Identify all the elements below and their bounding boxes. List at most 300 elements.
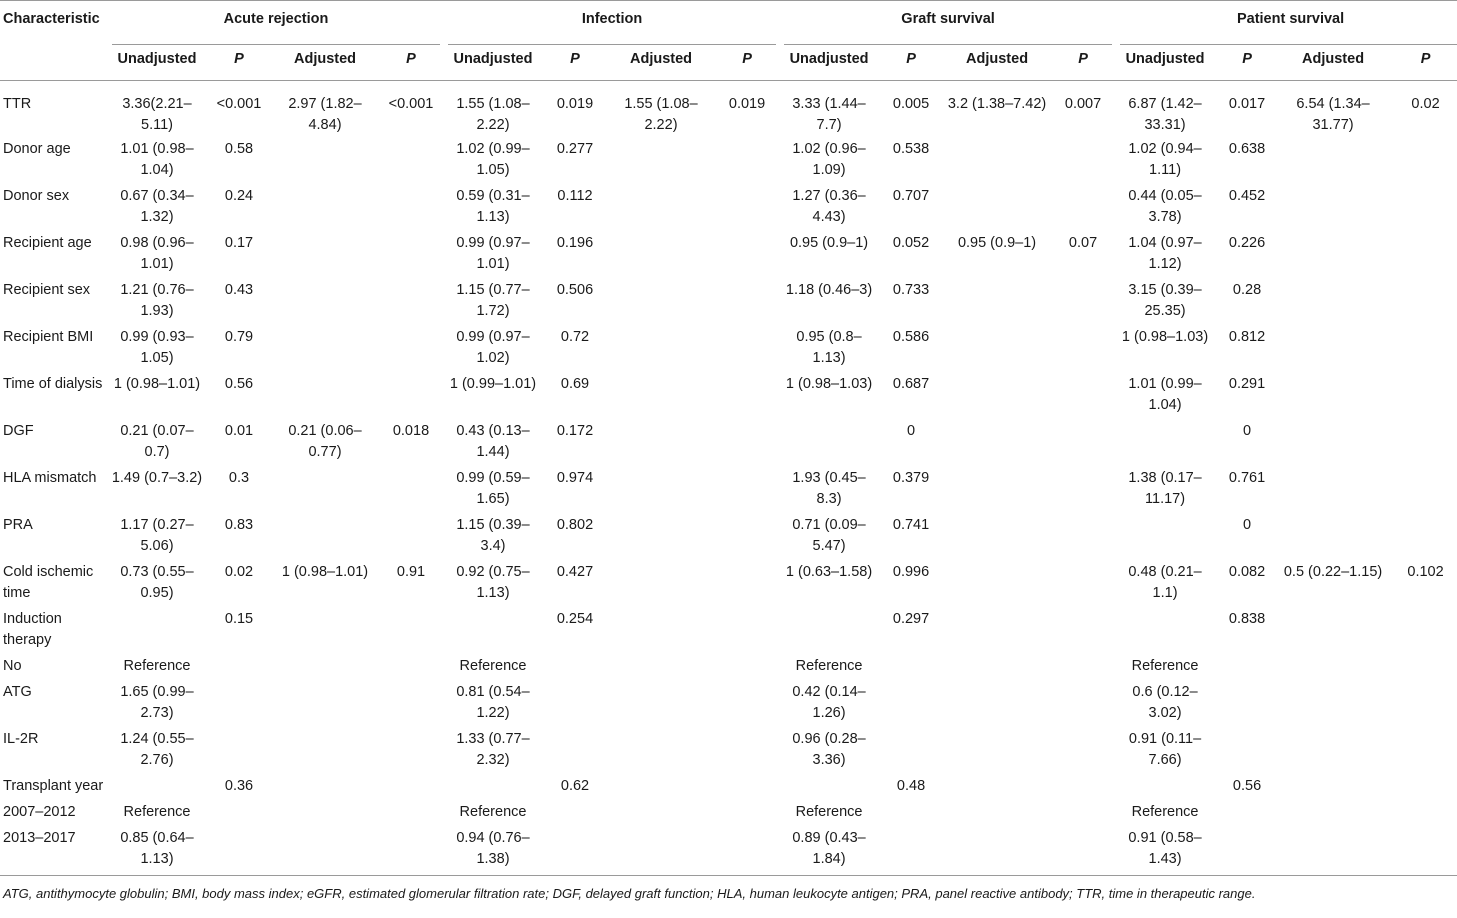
estimate-cell: 0.48 (0.21–1.1) (1128, 564, 1202, 601)
p-value-cell: 0.838 (1228, 611, 1266, 627)
p-value-cell: 0 (1243, 423, 1252, 439)
estimate-cell (1280, 828, 1386, 876)
estimate-cell: 3.2 (1.38–7.42) (947, 96, 1047, 112)
table-row (0, 468, 1457, 515)
p-value-cell: 0.172 (556, 423, 594, 439)
p-value-cell: 0.017 (1228, 96, 1266, 112)
estimate-cell: 1.55 (1.08–2.22) (456, 96, 530, 133)
p-value-cell: 0.297 (892, 611, 930, 627)
p-value-cell (878, 729, 944, 776)
p-value-cell: 0 (1243, 517, 1252, 533)
estimate-cell: 0.85 (0.64–1.13) (120, 830, 194, 867)
p-value-cell: 0.005 (892, 96, 930, 112)
p-value-cell: 0.91 (396, 564, 426, 580)
p-value-cell (878, 828, 944, 876)
p-value-cell (714, 682, 780, 729)
p-value-cell: 0.56 (1232, 778, 1262, 794)
p-value-cell: 0.28 (1232, 282, 1262, 298)
p-value-cell: 0.019 (728, 96, 766, 112)
p-value-cell (1050, 468, 1116, 515)
estimate-cell: Reference (795, 804, 863, 820)
estimate-cell (944, 802, 1050, 828)
estimate-cell: 1.49 (0.7–3.2) (111, 470, 203, 486)
p-value-cell: 0.15 (224, 611, 254, 627)
row-label: Donor sex (3, 188, 70, 204)
estimate-cell (272, 327, 378, 374)
estimate-cell (1280, 609, 1386, 656)
estimate-cell (608, 421, 714, 468)
estimate-cell: 0.81 (0.54–1.22) (456, 684, 530, 721)
row-label: TTR (3, 96, 32, 112)
p-value-cell: 0.36 (224, 778, 254, 794)
estimate-cell: 0.99 (0.93–1.05) (120, 329, 194, 366)
estimate-cell (1280, 374, 1386, 421)
p-value-cell (206, 729, 272, 776)
estimate-cell: 1.93 (0.45–8.3) (792, 470, 866, 507)
estimate-cell (272, 374, 378, 421)
p-header: P (1420, 50, 1431, 67)
p-value-cell (1386, 656, 1457, 682)
p-value-cell (1214, 729, 1280, 776)
estimate-cell (944, 776, 1050, 802)
table-row (0, 729, 1457, 776)
p-value-cell: 0.07 (1068, 235, 1098, 251)
estimate-cell (780, 609, 878, 656)
estimate-cell: 0.94 (0.76–1.38) (456, 830, 530, 867)
estimate-cell (272, 828, 378, 876)
p-value-cell (542, 802, 608, 828)
row-label: Cold ischemic time (3, 564, 94, 601)
characteristic-header: Characteristic (3, 11, 100, 27)
p-value-cell (378, 186, 444, 233)
estimate-cell (444, 776, 542, 802)
p-value-cell (1386, 327, 1457, 374)
estimate-cell (272, 280, 378, 327)
table-row (0, 327, 1457, 374)
estimate-cell (1280, 515, 1386, 562)
estimate-cell (272, 682, 378, 729)
estimate-cell: 1.01 (0.99–1.04) (1128, 376, 1202, 413)
table-row (0, 802, 1457, 828)
p-value-cell (1386, 802, 1457, 828)
row-label: Recipient sex (3, 282, 91, 298)
p-value-cell (206, 682, 272, 729)
p-value-cell (714, 374, 780, 421)
p-value-cell (1050, 374, 1116, 421)
estimate-cell: 0.91 (0.58–1.43) (1128, 830, 1202, 867)
estimate-cell (272, 186, 378, 233)
row-label: ATG (3, 684, 32, 700)
estimate-cell (608, 776, 714, 802)
p-value-cell (206, 828, 272, 876)
p-value-cell (378, 233, 444, 280)
estimate-cell: 1.21 (0.76–1.93) (120, 282, 194, 319)
p-value-cell (1386, 729, 1457, 776)
estimate-cell (1280, 656, 1386, 682)
p-value-cell: 0.02 (1411, 96, 1440, 112)
group-header-infection: Infection (444, 1, 780, 38)
table-body (0, 81, 1457, 876)
estimate-cell: 1.65 (0.99–2.73) (120, 684, 194, 721)
p-value-cell (714, 468, 780, 515)
p-value-cell (878, 802, 944, 828)
row-label: No (3, 658, 22, 674)
estimate-cell (1116, 421, 1214, 468)
table-row (0, 233, 1457, 280)
estimate-cell (608, 656, 714, 682)
p-value-cell: 0.56 (224, 376, 254, 392)
estimate-cell: 1.55 (1.08–2.22) (624, 96, 698, 133)
p-value-cell (378, 682, 444, 729)
adjusted-header: Adjusted (293, 50, 357, 67)
p-value-cell: 0.43 (224, 282, 254, 298)
p-value-cell (542, 656, 608, 682)
p-value-cell (1050, 609, 1116, 656)
p-value-cell (378, 776, 444, 802)
p-value-cell (714, 656, 780, 682)
estimate-cell: 1 (0.63–1.58) (785, 564, 873, 580)
estimate-cell (1280, 682, 1386, 729)
row-label: 2007–2012 (3, 804, 76, 820)
estimate-cell (944, 515, 1050, 562)
estimate-cell (608, 374, 714, 421)
unadjusted-header: Unadjusted (453, 50, 533, 67)
row-label: Recipient age (3, 235, 92, 251)
unadjusted-header: Unadjusted (789, 50, 869, 67)
p-value-cell (542, 729, 608, 776)
p-value-cell: 0.226 (1228, 235, 1266, 251)
estimate-cell: 1.33 (0.77–2.32) (456, 731, 530, 768)
p-value-cell: 0.707 (892, 188, 930, 204)
p-value-cell (378, 468, 444, 515)
p-value-cell: 0.974 (556, 470, 594, 486)
p-value-cell: 0.427 (556, 564, 594, 580)
estimate-cell (272, 776, 378, 802)
table-row (0, 374, 1457, 421)
estimate-cell (608, 828, 714, 876)
p-value-cell (714, 515, 780, 562)
row-label: 2013–2017 (3, 830, 76, 846)
p-value-cell (378, 139, 444, 186)
estimate-cell (608, 233, 714, 280)
estimate-cell (608, 609, 714, 656)
estimate-cell: 1.38 (0.17–11.17) (1128, 470, 1202, 507)
estimate-cell (1280, 327, 1386, 374)
estimate-cell (272, 139, 378, 186)
p-header: P (234, 50, 244, 67)
estimate-cell: 1.02 (0.94–1.11) (1128, 141, 1202, 178)
estimate-cell (108, 609, 206, 656)
table-row (0, 186, 1457, 233)
p-value-cell (378, 327, 444, 374)
estimate-cell (944, 421, 1050, 468)
p-value-cell (1050, 776, 1116, 802)
p-value-cell (1386, 828, 1457, 876)
p-header: P (1078, 50, 1088, 67)
estimate-cell (608, 682, 714, 729)
estimate-cell: 0.96 (0.28–3.36) (792, 731, 866, 768)
p-value-cell (714, 609, 780, 656)
p-value-cell (1214, 828, 1280, 876)
estimate-cell: 1.04 (0.97–1.12) (1128, 235, 1202, 272)
estimate-cell: 1.15 (0.77–1.72) (456, 282, 530, 319)
estimate-cell: 0.59 (0.31–1.13) (456, 188, 530, 225)
estimate-cell: 1.01 (0.98–1.04) (120, 141, 194, 178)
p-value-cell: 0.007 (1064, 96, 1102, 112)
p-value-cell: 0.79 (224, 329, 254, 345)
estimate-cell: 1.24 (0.55–2.76) (120, 731, 194, 768)
estimate-cell (1280, 233, 1386, 280)
p-value-cell (1214, 656, 1280, 682)
estimate-cell: Reference (1131, 658, 1199, 674)
estimate-cell (944, 186, 1050, 233)
p-value-cell (378, 374, 444, 421)
p-value-cell (1050, 139, 1116, 186)
p-value-cell: 0.741 (892, 517, 930, 533)
estimate-cell: 0.99 (0.59–1.65) (456, 470, 530, 507)
estimate-cell: 1.02 (0.96–1.09) (792, 141, 866, 178)
estimate-cell (608, 562, 714, 609)
estimate-cell: 0.99 (0.97–1.01) (456, 235, 530, 272)
p-value-cell (1050, 562, 1116, 609)
p-value-cell: 0.24 (224, 188, 254, 204)
estimate-cell (272, 515, 378, 562)
estimate-cell: 1 (0.98–1.03) (1121, 329, 1209, 345)
table-row (0, 656, 1457, 682)
p-value-cell (378, 280, 444, 327)
p-value-cell (878, 656, 944, 682)
p-value-cell (1386, 139, 1457, 186)
p-value-cell (378, 609, 444, 656)
p-value-cell (714, 186, 780, 233)
p-value-cell (714, 729, 780, 776)
p-value-cell (542, 828, 608, 876)
estimate-cell (944, 139, 1050, 186)
p-value-cell (1386, 233, 1457, 280)
estimate-cell (108, 776, 206, 802)
p-value-cell (378, 656, 444, 682)
p-value-cell: 0.17 (224, 235, 254, 251)
p-value-cell (1050, 828, 1116, 876)
estimate-cell: 0.6 (0.12–3.02) (1132, 684, 1198, 721)
row-label: Induction therapy (3, 611, 62, 648)
p-value-cell (1386, 421, 1457, 468)
p-value-cell: 0.019 (556, 96, 594, 112)
p-value-cell: 0.254 (556, 611, 594, 627)
p-value-cell (714, 828, 780, 876)
estimate-cell: 0.89 (0.43–1.84) (792, 830, 866, 867)
footnote-row (0, 876, 1457, 902)
group-header-patient-survival: Patient survival (1116, 1, 1457, 38)
table-row (0, 776, 1457, 802)
estimate-cell (1280, 280, 1386, 327)
p-value-cell: 0.082 (1228, 564, 1266, 580)
p-value-cell: 0.687 (892, 376, 930, 392)
estimate-cell (944, 656, 1050, 682)
p-value-cell: 0.58 (224, 141, 254, 157)
p-value-cell: 0.3 (228, 470, 250, 486)
estimate-cell: 3.33 (1.44–7.7) (792, 96, 866, 133)
p-value-cell: 0.452 (1228, 188, 1266, 204)
p-value-cell: 0.102 (1407, 564, 1444, 580)
row-label: Time of dialysis (3, 376, 103, 392)
estimate-cell: 0.98 (0.96–1.01) (120, 235, 194, 272)
p-value-cell: 0.69 (560, 376, 590, 392)
p-value-cell (714, 776, 780, 802)
p-value-cell (206, 656, 272, 682)
estimate-cell (608, 515, 714, 562)
estimate-cell: 0.91 (0.11–7.66) (1128, 731, 1202, 768)
estimate-cell: Reference (123, 804, 191, 820)
estimate-cell: 0.92 (0.75–1.13) (456, 564, 530, 601)
p-value-cell: 0.638 (1228, 141, 1266, 157)
estimate-cell (944, 468, 1050, 515)
p-header: P (406, 50, 416, 67)
estimate-cell: 0.73 (0.55–0.95) (120, 564, 194, 601)
p-value-cell (1214, 682, 1280, 729)
estimate-cell: 0.95 (0.8–1.13) (796, 329, 862, 366)
estimate-cell (272, 468, 378, 515)
p-header: P (742, 50, 752, 67)
table-row (0, 562, 1457, 609)
estimate-cell (1280, 802, 1386, 828)
p-value-cell (714, 280, 780, 327)
p-value-cell (1050, 327, 1116, 374)
row-label: Recipient BMI (3, 329, 94, 345)
unadjusted-header: Unadjusted (1125, 50, 1205, 67)
p-value-cell: 0.02 (224, 564, 254, 580)
p-value-cell (206, 802, 272, 828)
table-row (0, 515, 1457, 562)
table-row (0, 609, 1457, 656)
table-row (0, 682, 1457, 729)
estimate-cell: Reference (459, 658, 527, 674)
estimate-cell: 0.99 (0.97–1.02) (456, 329, 530, 366)
p-value-cell: 0.112 (557, 188, 593, 204)
table-row (0, 280, 1457, 327)
p-value-cell (1386, 468, 1457, 515)
estimate-cell: 1.02 (0.99–1.05) (456, 141, 530, 178)
estimate-cell (780, 421, 878, 468)
estimate-cell (944, 609, 1050, 656)
estimate-cell (608, 468, 714, 515)
table-row (0, 139, 1457, 186)
p-value-cell (714, 327, 780, 374)
p-value-cell (378, 828, 444, 876)
estimate-cell (944, 682, 1050, 729)
p-value-cell (714, 562, 780, 609)
estimate-cell: 0.5 (0.22–1.15) (1283, 564, 1383, 580)
p-value-cell (1050, 656, 1116, 682)
group-header-acute-rejection: Acute rejection (108, 1, 444, 38)
p-value-cell: 0.291 (1228, 376, 1266, 392)
p-value-cell (542, 682, 608, 729)
p-value-cell: 0.586 (892, 329, 930, 345)
estimate-cell (608, 802, 714, 828)
adjusted-header: Adjusted (629, 50, 693, 67)
estimate-cell (608, 729, 714, 776)
estimate-cell (272, 656, 378, 682)
table-row (0, 421, 1457, 468)
p-value-cell: <0.001 (388, 96, 434, 112)
estimate-cell: 0.95 (0.9–1) (789, 235, 869, 251)
estimate-cell: 1.15 (0.39–3.4) (456, 517, 530, 554)
p-value-cell (878, 682, 944, 729)
p-value-cell (1050, 421, 1116, 468)
estimate-cell (272, 729, 378, 776)
p-value-cell (714, 802, 780, 828)
adjusted-header: Adjusted (966, 50, 1029, 67)
estimate-cell: 2.97 (1.82–4.84) (288, 96, 362, 133)
p-value-cell: 0 (907, 423, 916, 439)
estimate-cell (944, 562, 1050, 609)
p-header: P (906, 50, 916, 67)
estimate-cell (944, 327, 1050, 374)
group-header-row (0, 1, 1457, 38)
p-value-cell: 0.538 (892, 141, 930, 157)
p-value-cell (1214, 802, 1280, 828)
estimate-cell (944, 374, 1050, 421)
p-value-cell (1386, 374, 1457, 421)
estimate-cell (444, 609, 542, 656)
p-value-cell: <0.001 (216, 96, 262, 112)
p-value-cell (1050, 802, 1116, 828)
row-label: Donor age (3, 141, 71, 157)
p-value-cell (378, 515, 444, 562)
p-value-cell: 0.506 (556, 282, 594, 298)
p-value-cell: 0.72 (560, 329, 590, 345)
p-value-cell (1386, 515, 1457, 562)
p-value-cell (1386, 776, 1457, 802)
estimate-cell (1280, 421, 1386, 468)
p-value-cell (1050, 515, 1116, 562)
p-value-cell: 0.196 (556, 235, 594, 251)
estimate-cell: 0.21 (0.07–0.7) (120, 423, 194, 460)
p-value-cell: 0.48 (896, 778, 926, 794)
estimate-cell: 0.44 (0.05–3.78) (1128, 188, 1202, 225)
table-row (0, 828, 1457, 876)
estimate-cell (1280, 139, 1386, 186)
p-value-cell (378, 729, 444, 776)
estimate-cell: 6.87 (1.42–33.31) (1128, 96, 1202, 133)
p-value-cell: 0.379 (892, 470, 930, 486)
p-value-cell: 0.802 (556, 517, 594, 533)
row-label: IL-2R (3, 731, 39, 747)
p-value-cell (1386, 186, 1457, 233)
estimate-cell: 0.95 (0.9–1) (957, 235, 1037, 251)
estimate-cell (1116, 609, 1214, 656)
estimate-cell (272, 802, 378, 828)
estimate-cell (1280, 729, 1386, 776)
estimate-cell: Reference (459, 804, 527, 820)
group-header-graft-survival: Graft survival (780, 1, 1116, 38)
estimate-cell (272, 233, 378, 280)
estimate-cell: 3.36(2.21–5.11) (122, 96, 192, 133)
adjusted-header: Adjusted (1302, 50, 1365, 67)
estimate-cell (1280, 186, 1386, 233)
p-value-cell (378, 802, 444, 828)
estimate-cell: 1.27 (0.36–4.43) (792, 188, 866, 225)
estimate-cell: Reference (795, 658, 863, 674)
row-label: Transplant year (3, 778, 104, 794)
estimate-cell: 1 (0.99–1.01) (449, 376, 537, 392)
estimate-cell: 0.21 (0.06–0.77) (288, 423, 362, 460)
p-value-cell (714, 233, 780, 280)
estimate-cell (1116, 776, 1214, 802)
estimate-cell (780, 776, 878, 802)
estimate-cell: 0.42 (0.14–1.26) (792, 684, 866, 721)
p-value-cell (1050, 729, 1116, 776)
